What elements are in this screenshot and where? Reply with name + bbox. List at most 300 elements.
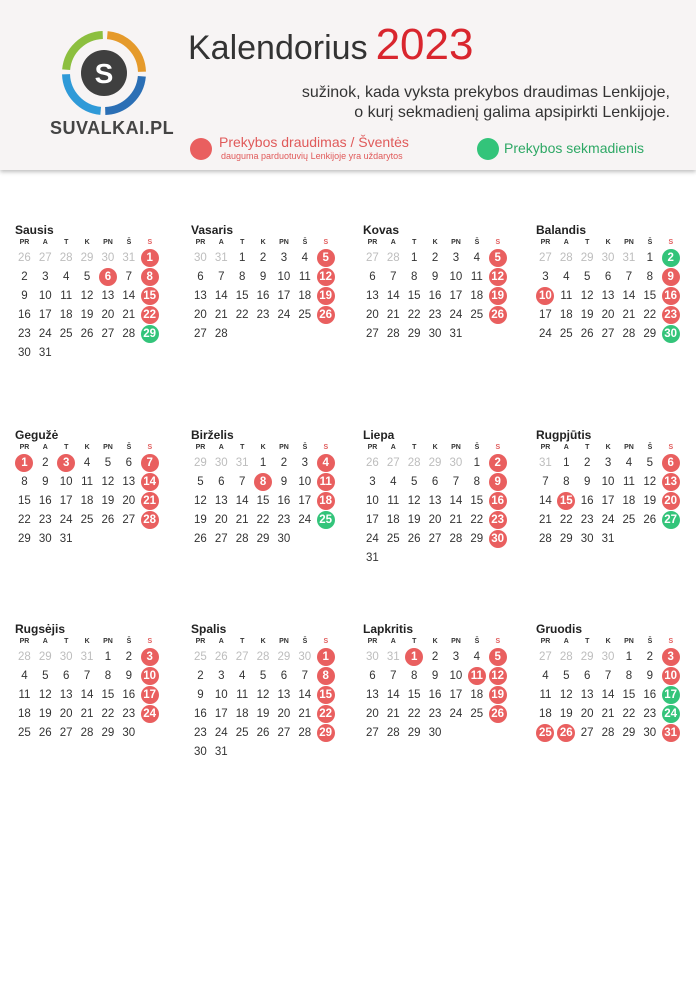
week-row bbox=[362, 306, 510, 325]
day-cell: 20 bbox=[194, 309, 207, 321]
day-cell: 22 bbox=[407, 708, 421, 720]
day-cell: 13 bbox=[194, 290, 207, 302]
day-cell: 22 bbox=[101, 708, 115, 720]
week-row bbox=[190, 530, 338, 549]
day-cell: 16 bbox=[256, 290, 270, 302]
day-cell: 28 bbox=[235, 533, 249, 545]
day-cell: 21 bbox=[601, 708, 615, 720]
day-cell: 17 bbox=[539, 309, 552, 321]
day-cell: 6 bbox=[369, 670, 376, 682]
day-cell: 17 bbox=[449, 689, 463, 701]
weekday-label: S bbox=[495, 444, 501, 451]
weekday-label: T bbox=[64, 638, 69, 645]
day-cell: 18 bbox=[539, 708, 552, 720]
day-cell: 5 bbox=[410, 476, 418, 488]
week-row bbox=[190, 705, 338, 724]
day-cell: 9 bbox=[431, 271, 439, 283]
trade-ban-day: 22 bbox=[141, 306, 159, 324]
day-cell: 11 bbox=[18, 689, 31, 701]
weekday-label: K bbox=[432, 638, 438, 645]
day-cell: 20 bbox=[601, 309, 615, 321]
weekday-label: K bbox=[84, 239, 90, 246]
day-cell: 6 bbox=[197, 271, 204, 283]
weekday-label: K bbox=[260, 638, 266, 645]
weekday-label: Š bbox=[647, 239, 653, 246]
weekday-label: T bbox=[240, 444, 245, 451]
legend-green-dot bbox=[477, 138, 499, 160]
week-row bbox=[535, 667, 683, 686]
day-cell: 29 bbox=[643, 328, 657, 340]
weekday-label: K bbox=[260, 444, 266, 451]
weekday-label: S bbox=[147, 638, 153, 645]
trade-ban-day: 13 bbox=[662, 473, 680, 491]
week-row bbox=[190, 648, 338, 667]
day-cell: 3 bbox=[218, 670, 225, 682]
day-cell: 10 bbox=[59, 476, 73, 488]
trade-ban-day: 6 bbox=[99, 268, 117, 286]
weekday-label: S bbox=[147, 239, 153, 246]
day-cell: 27 bbox=[122, 514, 136, 526]
day-cell: 19 bbox=[194, 514, 207, 526]
prev-month-day: 28 bbox=[407, 457, 421, 469]
day-cell: 17 bbox=[298, 495, 312, 507]
day-cell: 25 bbox=[386, 533, 400, 545]
day-cell: 19 bbox=[580, 309, 594, 321]
trade-ban-day: 8 bbox=[317, 667, 335, 685]
day-cell: 18 bbox=[18, 708, 31, 720]
day-cell: 16 bbox=[38, 495, 52, 507]
day-cell: 29 bbox=[18, 533, 31, 545]
day-cell: 27 bbox=[194, 328, 207, 340]
week-row bbox=[535, 268, 683, 287]
trading-sunday: 17 bbox=[662, 686, 680, 704]
weekday-label: PN bbox=[624, 239, 634, 246]
weekday-label: A bbox=[390, 239, 396, 246]
prev-month-day: 26 bbox=[18, 252, 31, 264]
weekday-label: A bbox=[218, 638, 224, 645]
prev-month-day: 30 bbox=[59, 651, 73, 663]
day-cell: 11 bbox=[387, 495, 400, 507]
day-cell: 9 bbox=[197, 689, 204, 701]
week-row bbox=[190, 306, 338, 325]
weekday-label: T bbox=[240, 638, 245, 645]
week-row bbox=[14, 306, 162, 325]
month-name: Balandis bbox=[536, 223, 587, 237]
weekday-label: A bbox=[563, 239, 569, 246]
day-cell: 4 bbox=[301, 252, 309, 264]
day-cell: 23 bbox=[256, 309, 270, 321]
day-cell: 22 bbox=[18, 514, 31, 526]
trade-ban-day: 26 bbox=[489, 705, 507, 723]
day-cell: 22 bbox=[559, 514, 573, 526]
weekday-label: PN bbox=[103, 638, 113, 645]
day-cell: 8 bbox=[21, 476, 28, 488]
day-cell: 8 bbox=[238, 271, 246, 283]
day-cell: 28 bbox=[214, 328, 228, 340]
prev-month-day: 29 bbox=[428, 457, 442, 469]
day-cell: 17 bbox=[601, 495, 615, 507]
weekday-label: K bbox=[84, 444, 90, 451]
weekday-label: S bbox=[668, 638, 674, 645]
weekday-label: A bbox=[390, 444, 396, 451]
day-cell: 7 bbox=[390, 271, 397, 283]
day-cell: 27 bbox=[366, 328, 379, 340]
weekday-header bbox=[14, 237, 162, 249]
trade-ban-day: 19 bbox=[489, 686, 507, 704]
trade-ban-day: 23 bbox=[662, 306, 680, 324]
weekday-label: A bbox=[42, 444, 48, 451]
day-cell: 25 bbox=[80, 514, 94, 526]
day-cell: 20 bbox=[366, 309, 379, 321]
month-name: Rugpjūtis bbox=[536, 428, 592, 442]
legend-red-sublabel: dauguma parduotuvių Lenkijoje yra uždarytos bbox=[221, 151, 403, 161]
weekday-label: A bbox=[563, 444, 569, 451]
day-cell: 30 bbox=[277, 533, 291, 545]
weekday-label: Š bbox=[474, 239, 480, 246]
day-cell: 4 bbox=[62, 271, 70, 283]
day-cell: 17 bbox=[277, 290, 291, 302]
month-kovas bbox=[362, 223, 510, 344]
trading-sunday: 24 bbox=[662, 705, 680, 723]
day-cell: 1 bbox=[563, 457, 570, 469]
prev-month-day: 27 bbox=[366, 252, 379, 264]
month-gruodis bbox=[535, 622, 683, 743]
weekday-label: PN bbox=[279, 239, 289, 246]
day-cell: 22 bbox=[470, 514, 484, 526]
day-cell: 15 bbox=[18, 495, 31, 507]
day-cell: 27 bbox=[366, 727, 379, 739]
suvalkai-logo-icon bbox=[56, 28, 152, 118]
day-cell: 3 bbox=[369, 476, 376, 488]
day-cell: 1 bbox=[473, 457, 481, 469]
day-cell: 23 bbox=[580, 514, 594, 526]
day-cell: 11 bbox=[560, 290, 573, 302]
trade-ban-day: 3 bbox=[662, 648, 680, 666]
trade-ban-day: 15 bbox=[557, 492, 575, 510]
week-row bbox=[190, 511, 338, 530]
prev-month-day: 29 bbox=[580, 252, 594, 264]
day-cell: 6 bbox=[218, 476, 225, 488]
weekday-label: S bbox=[668, 239, 674, 246]
week-row bbox=[535, 325, 683, 344]
trade-ban-day: 3 bbox=[57, 454, 75, 472]
day-cell: 19 bbox=[101, 495, 115, 507]
weekday-label: Š bbox=[302, 239, 308, 246]
day-cell: 3 bbox=[452, 651, 460, 663]
day-cell: 9 bbox=[125, 670, 133, 682]
day-cell: 29 bbox=[470, 533, 484, 545]
trade-ban-day: 29 bbox=[317, 724, 335, 742]
month-vasaris bbox=[190, 223, 338, 344]
prev-month-day: 30 bbox=[101, 252, 115, 264]
day-cell: 4 bbox=[83, 457, 91, 469]
day-cell: 29 bbox=[559, 533, 573, 545]
day-cell: 6 bbox=[583, 670, 591, 682]
legend-green-label: Prekybos sekmadienis bbox=[504, 140, 645, 156]
week-row bbox=[190, 743, 338, 762]
trade-ban-day: 9 bbox=[662, 268, 680, 286]
day-cell: 4 bbox=[625, 457, 633, 469]
prev-month-day: 28 bbox=[256, 651, 270, 663]
week-row bbox=[14, 249, 162, 268]
day-cell: 6 bbox=[369, 271, 376, 283]
trade-ban-day: 28 bbox=[141, 511, 159, 529]
day-cell: 10 bbox=[38, 290, 52, 302]
trade-ban-day: 16 bbox=[662, 287, 680, 305]
week-row bbox=[362, 667, 510, 686]
day-cell: 11 bbox=[81, 476, 94, 488]
day-cell: 14 bbox=[235, 495, 249, 507]
day-cell: 14 bbox=[122, 290, 136, 302]
day-cell: 11 bbox=[60, 290, 73, 302]
trade-ban-day: 20 bbox=[662, 492, 680, 510]
weekday-label: A bbox=[42, 239, 48, 246]
day-cell: 18 bbox=[59, 309, 73, 321]
day-cell: 20 bbox=[580, 708, 594, 720]
weekday-label: PN bbox=[279, 444, 289, 451]
day-cell: 29 bbox=[407, 328, 421, 340]
trade-ban-day: 18 bbox=[317, 492, 335, 510]
day-cell: 9 bbox=[646, 670, 654, 682]
weekday-label: T bbox=[585, 638, 590, 645]
day-cell: 24 bbox=[214, 727, 228, 739]
day-cell: 29 bbox=[622, 727, 636, 739]
day-cell: 28 bbox=[622, 328, 636, 340]
day-cell: 21 bbox=[122, 309, 136, 321]
day-cell: 19 bbox=[256, 708, 270, 720]
day-cell: 23 bbox=[18, 328, 31, 340]
week-row bbox=[535, 287, 683, 306]
day-cell: 7 bbox=[238, 476, 246, 488]
week-row bbox=[362, 268, 510, 287]
subtitle-line-1: sužinok, kada vyksta prekybos draudimas Lenkijoje, bbox=[301, 84, 670, 101]
week-row bbox=[14, 724, 162, 743]
weekday-label: Š bbox=[126, 638, 132, 645]
day-cell: 28 bbox=[122, 328, 136, 340]
day-cell: 10 bbox=[214, 689, 228, 701]
day-cell: 31 bbox=[449, 328, 463, 340]
prev-month-day: 31 bbox=[622, 252, 636, 264]
day-cell: 27 bbox=[580, 727, 594, 739]
day-cell: 24 bbox=[59, 514, 73, 526]
day-cell: 29 bbox=[256, 533, 270, 545]
day-cell: 2 bbox=[280, 457, 288, 469]
day-cell: 26 bbox=[38, 727, 52, 739]
trade-ban-day: 5 bbox=[489, 648, 507, 666]
weekday-label: Š bbox=[647, 444, 653, 451]
day-cell: 30 bbox=[643, 727, 657, 739]
day-cell: 24 bbox=[539, 328, 552, 340]
week-row bbox=[362, 454, 510, 473]
day-cell: 27 bbox=[428, 533, 442, 545]
weekday-label: PR bbox=[19, 638, 30, 645]
weekday-label: PR bbox=[19, 444, 30, 451]
day-cell: 25 bbox=[622, 514, 636, 526]
day-cell: 31 bbox=[366, 552, 379, 564]
week-row bbox=[190, 249, 338, 268]
weekday-header bbox=[362, 237, 510, 249]
day-cell: 7 bbox=[83, 670, 91, 682]
day-cell: 16 bbox=[122, 689, 136, 701]
title-word: Kalendorius bbox=[188, 29, 368, 67]
day-cell: 28 bbox=[298, 727, 312, 739]
day-cell: 15 bbox=[407, 290, 421, 302]
prev-month-day: 28 bbox=[386, 252, 400, 264]
weekday-label: K bbox=[432, 239, 438, 246]
day-cell: 19 bbox=[643, 495, 657, 507]
day-cell: 18 bbox=[298, 290, 312, 302]
trading-sunday: 30 bbox=[662, 325, 680, 343]
day-cell: 8 bbox=[104, 670, 112, 682]
day-cell: 1 bbox=[410, 252, 418, 264]
trade-ban-day: 26 bbox=[489, 306, 507, 324]
month-birželis bbox=[190, 428, 338, 549]
day-cell: 17 bbox=[449, 290, 463, 302]
day-cell: 27 bbox=[214, 533, 228, 545]
trading-sunday: 2 bbox=[662, 249, 680, 267]
day-cell: 11 bbox=[298, 271, 311, 283]
weekday-header bbox=[190, 237, 338, 249]
prev-month-day: 29 bbox=[80, 252, 94, 264]
week-row bbox=[190, 473, 338, 492]
day-cell: 24 bbox=[277, 309, 291, 321]
day-cell: 4 bbox=[473, 252, 481, 264]
trade-ban-day: 12 bbox=[317, 268, 335, 286]
week-row bbox=[14, 686, 162, 705]
day-cell: 7 bbox=[125, 271, 133, 283]
day-cell: 8 bbox=[410, 271, 418, 283]
day-cell: 20 bbox=[277, 708, 291, 720]
trade-ban-day: 17 bbox=[141, 686, 159, 704]
day-cell: 5 bbox=[259, 670, 267, 682]
week-row bbox=[535, 530, 683, 549]
day-cell: 18 bbox=[386, 514, 400, 526]
trade-ban-day: 9 bbox=[489, 473, 507, 491]
weekday-label: K bbox=[605, 239, 611, 246]
day-cell: 1 bbox=[238, 252, 246, 264]
trade-ban-day: 14 bbox=[141, 473, 159, 491]
day-cell: 29 bbox=[101, 727, 115, 739]
day-cell: 7 bbox=[542, 476, 549, 488]
week-row bbox=[362, 530, 510, 549]
day-cell: 18 bbox=[559, 309, 573, 321]
day-cell: 6 bbox=[125, 457, 133, 469]
trade-ban-day: 5 bbox=[317, 249, 335, 267]
day-cell: 24 bbox=[601, 514, 615, 526]
week-row bbox=[14, 492, 162, 511]
day-cell: 8 bbox=[473, 476, 481, 488]
week-row bbox=[535, 454, 683, 473]
day-cell: 6 bbox=[62, 670, 70, 682]
day-cell: 16 bbox=[428, 689, 442, 701]
weekday-label: PN bbox=[451, 638, 461, 645]
logo-text: SUVALKAI.PL bbox=[50, 118, 175, 138]
prev-month-day: 30 bbox=[601, 651, 615, 663]
day-cell: 30 bbox=[18, 347, 31, 359]
trade-ban-day: 8 bbox=[254, 473, 272, 491]
weekday-label: Š bbox=[126, 444, 132, 451]
month-name: Lapkritis bbox=[363, 622, 414, 636]
week-row bbox=[362, 724, 510, 743]
day-cell: 7 bbox=[390, 670, 397, 682]
week-row bbox=[362, 492, 510, 511]
weekday-label: PR bbox=[195, 638, 206, 645]
month-name: Spalis bbox=[191, 622, 227, 636]
day-cell: 11 bbox=[236, 689, 249, 701]
day-cell: 28 bbox=[386, 727, 400, 739]
day-cell: 17 bbox=[38, 309, 52, 321]
day-cell: 10 bbox=[601, 476, 615, 488]
weekday-label: PR bbox=[19, 239, 30, 246]
day-cell: 20 bbox=[428, 514, 442, 526]
day-cell: 28 bbox=[601, 727, 615, 739]
day-cell: 16 bbox=[18, 309, 31, 321]
day-cell: 13 bbox=[59, 689, 73, 701]
week-row bbox=[14, 454, 162, 473]
day-cell: 28 bbox=[449, 533, 463, 545]
day-cell: 10 bbox=[449, 670, 463, 682]
day-cell: 9 bbox=[42, 476, 49, 488]
day-cell: 12 bbox=[643, 476, 657, 488]
weekday-label: K bbox=[605, 444, 611, 451]
day-cell: 23 bbox=[428, 708, 442, 720]
month-sausis bbox=[14, 223, 162, 363]
day-cell: 15 bbox=[622, 689, 636, 701]
trade-ban-day: 1 bbox=[15, 454, 33, 472]
day-cell: 12 bbox=[580, 290, 594, 302]
day-cell: 13 bbox=[122, 476, 136, 488]
week-row bbox=[190, 724, 338, 743]
day-cell: 9 bbox=[259, 271, 267, 283]
month-rugpjūtis bbox=[535, 428, 683, 549]
day-cell: 13 bbox=[428, 495, 442, 507]
day-cell: 23 bbox=[428, 309, 442, 321]
prev-month-day: 27 bbox=[38, 252, 52, 264]
day-cell: 23 bbox=[122, 708, 136, 720]
prev-month-day: 30 bbox=[601, 252, 615, 264]
day-cell: 5 bbox=[83, 271, 91, 283]
day-cell: 7 bbox=[301, 670, 309, 682]
day-cell: 25 bbox=[59, 328, 73, 340]
weekday-label: K bbox=[605, 638, 611, 645]
month-lapkritis bbox=[362, 622, 510, 743]
day-cell: 14 bbox=[80, 689, 94, 701]
day-cell: 26 bbox=[643, 514, 657, 526]
day-cell: 7 bbox=[604, 670, 612, 682]
day-cell: 14 bbox=[386, 290, 400, 302]
prev-month-day: 30 bbox=[194, 252, 207, 264]
day-cell: 6 bbox=[280, 670, 288, 682]
day-cell: 2 bbox=[583, 457, 591, 469]
week-row bbox=[535, 492, 683, 511]
trade-ban-day: 5 bbox=[489, 249, 507, 267]
day-cell: 12 bbox=[101, 476, 115, 488]
prev-month-day: 27 bbox=[539, 651, 552, 663]
day-cell: 5 bbox=[563, 670, 570, 682]
week-row bbox=[362, 648, 510, 667]
weekday-label: Š bbox=[474, 638, 480, 645]
prev-month-day: 25 bbox=[194, 651, 207, 663]
week-row bbox=[190, 686, 338, 705]
trade-ban-day: 10 bbox=[141, 667, 159, 685]
day-cell: 6 bbox=[604, 271, 612, 283]
day-cell: 13 bbox=[601, 290, 615, 302]
weekday-label: PR bbox=[540, 239, 551, 246]
week-row bbox=[14, 268, 162, 287]
day-cell: 2 bbox=[197, 670, 204, 682]
prev-month-day: 27 bbox=[235, 651, 249, 663]
trade-ban-day: 10 bbox=[536, 287, 554, 305]
